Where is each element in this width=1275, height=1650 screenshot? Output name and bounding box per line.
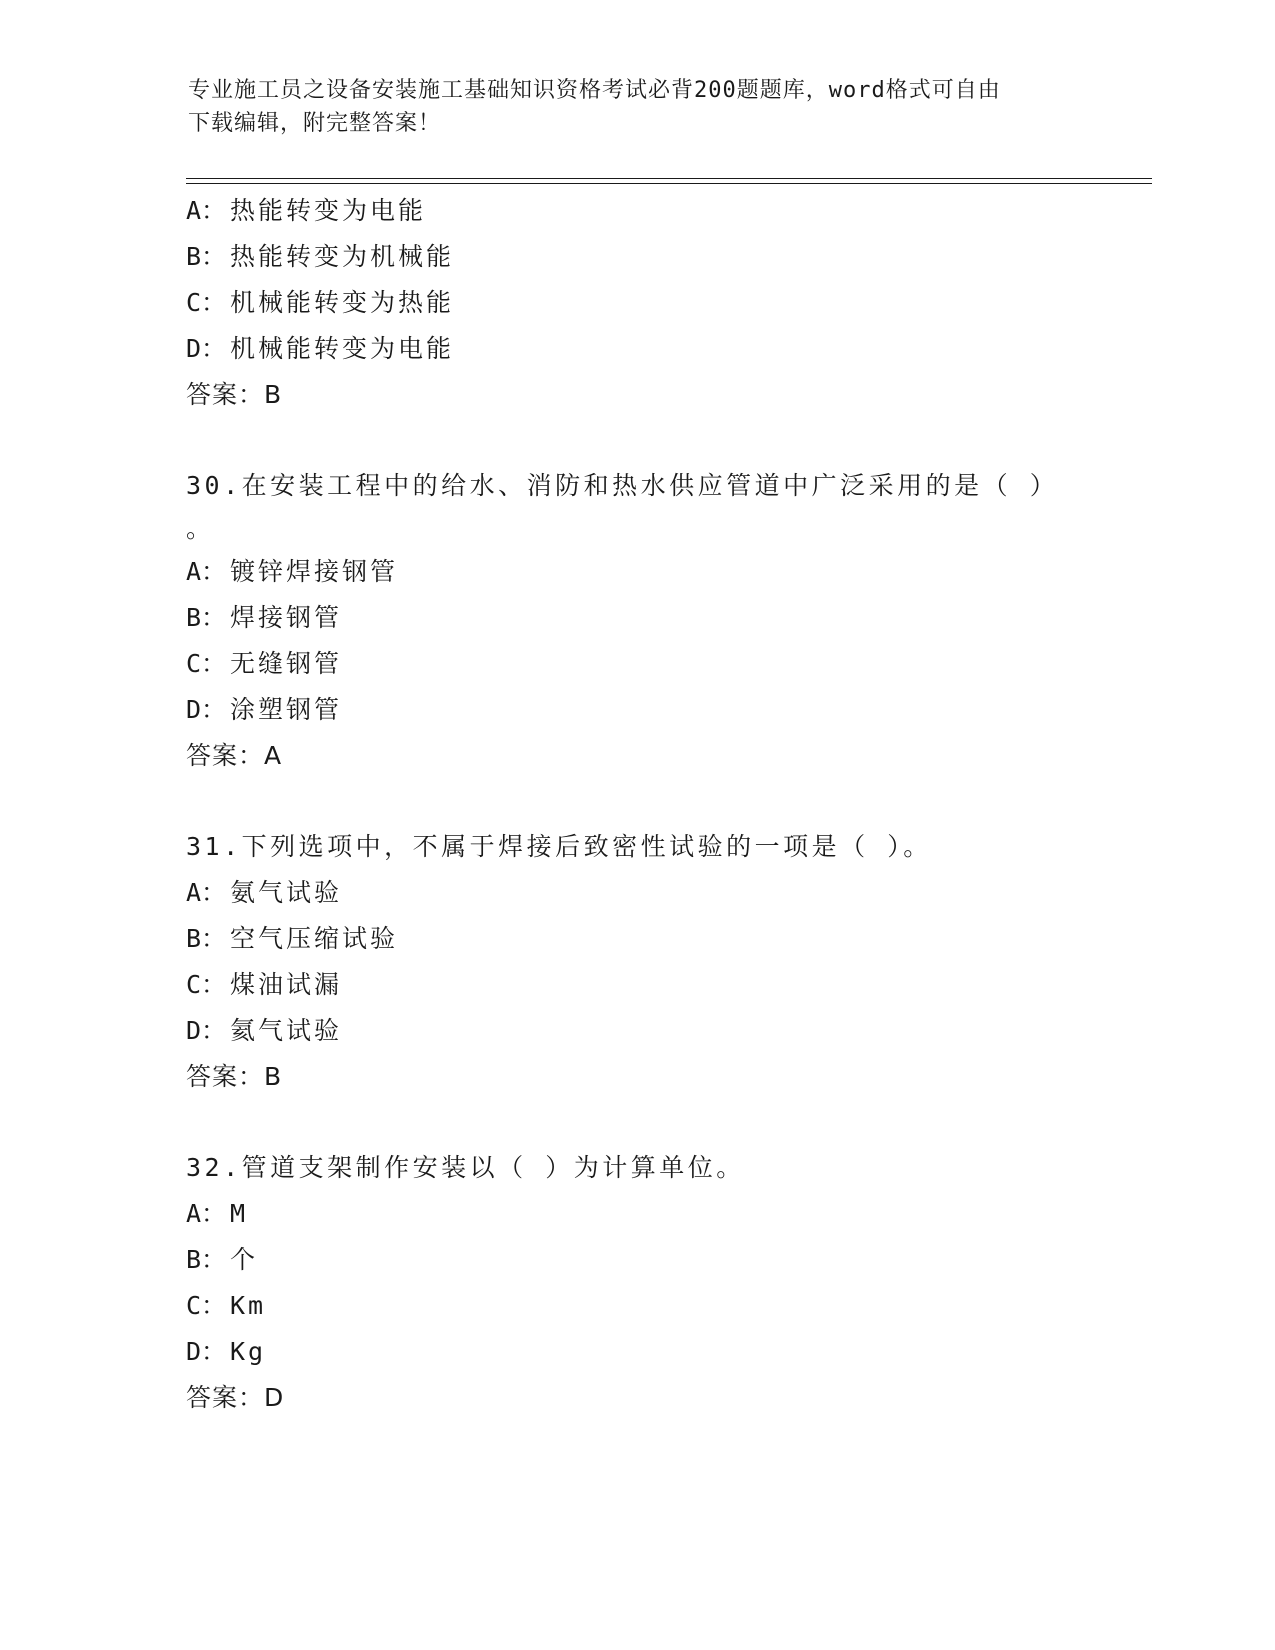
option-c <box>186 1283 1146 1329</box>
option-text: 热能转变为机械能 <box>230 242 455 271</box>
option-letter: D： <box>186 695 227 724</box>
option-b <box>186 916 1146 962</box>
document-header <box>188 74 1088 140</box>
option-text: 空气压缩试验 <box>230 924 399 953</box>
option-d <box>186 326 1146 372</box>
option-letter: A： <box>186 557 227 586</box>
header-divider-top <box>186 178 1152 179</box>
option-text: 镀锌焊接钢管 <box>230 557 399 586</box>
option-letter: C： <box>186 649 227 678</box>
option-text: 个 <box>230 1245 259 1274</box>
question-30 <box>186 463 1146 779</box>
option-letter: C： <box>186 970 227 999</box>
option-text: 机械能转变为热能 <box>230 288 455 317</box>
header-divider-bottom <box>186 183 1152 184</box>
option-a <box>186 1191 1146 1237</box>
header-line-1: 专业施工员之设备安装施工基础知识资格考试必背200题题库，word格式可自由 <box>188 78 1001 103</box>
question-31 <box>186 824 1146 1100</box>
option-letter: C： <box>186 1291 227 1320</box>
option-text: Km <box>230 1291 267 1320</box>
option-text: 涂塑钢管 <box>230 695 343 724</box>
option-b <box>186 1237 1146 1283</box>
option-d <box>186 1329 1146 1375</box>
option-letter: B： <box>186 242 227 271</box>
option-text: 无缝钢管 <box>230 649 343 678</box>
option-text: 热能转变为电能 <box>230 196 427 225</box>
option-c <box>186 962 1146 1008</box>
question-spacer <box>186 1100 1146 1145</box>
question-list <box>186 188 1146 1421</box>
option-c <box>186 280 1146 326</box>
option-text: 氨气试验 <box>230 878 343 907</box>
option-letter: D： <box>186 1337 227 1366</box>
option-a <box>186 549 1146 595</box>
option-letter: B： <box>186 603 227 632</box>
option-text: M <box>230 1199 249 1228</box>
answer-line: 答案：A <box>186 741 283 770</box>
option-b <box>186 595 1146 641</box>
question-title: 31.下列选项中，不属于焊接后致密性试验的一项是（ ）。 <box>186 832 932 861</box>
option-letter: A： <box>186 878 227 907</box>
option-d <box>186 687 1146 733</box>
option-letter: D： <box>186 334 227 363</box>
option-text: 机械能转变为电能 <box>230 334 455 363</box>
question-32 <box>186 1145 1146 1421</box>
question-title: 30.在安装工程中的给水、消防和热水供应管道中广泛采用的是（ ） <box>186 471 1059 500</box>
question-title-continuation: 。 <box>186 514 215 543</box>
option-text: 氦气试验 <box>230 1016 343 1045</box>
question-29-partial <box>186 188 1146 418</box>
answer-line: 答案：D <box>186 1383 285 1412</box>
option-text: 煤油试漏 <box>230 970 343 999</box>
option-text: 焊接钢管 <box>230 603 343 632</box>
option-a <box>186 870 1146 916</box>
option-c <box>186 641 1146 687</box>
option-letter: A： <box>186 196 227 225</box>
option-letter: D： <box>186 1016 227 1045</box>
question-title: 32.管道支架制作安装以（ ）为计算单位。 <box>186 1153 745 1182</box>
option-text: Kg <box>230 1337 267 1366</box>
question-spacer <box>186 418 1146 463</box>
question-spacer <box>186 779 1146 824</box>
option-a <box>186 188 1146 234</box>
answer-line: 答案：B <box>186 380 283 409</box>
header-line-2: 下载编辑，附完整答案！ <box>188 111 442 136</box>
option-letter: C： <box>186 288 227 317</box>
option-letter: B： <box>186 1245 227 1274</box>
option-d <box>186 1008 1146 1054</box>
answer-line: 答案：B <box>186 1062 283 1091</box>
option-b <box>186 234 1146 280</box>
option-letter: B： <box>186 924 227 953</box>
option-letter: A： <box>186 1199 227 1228</box>
